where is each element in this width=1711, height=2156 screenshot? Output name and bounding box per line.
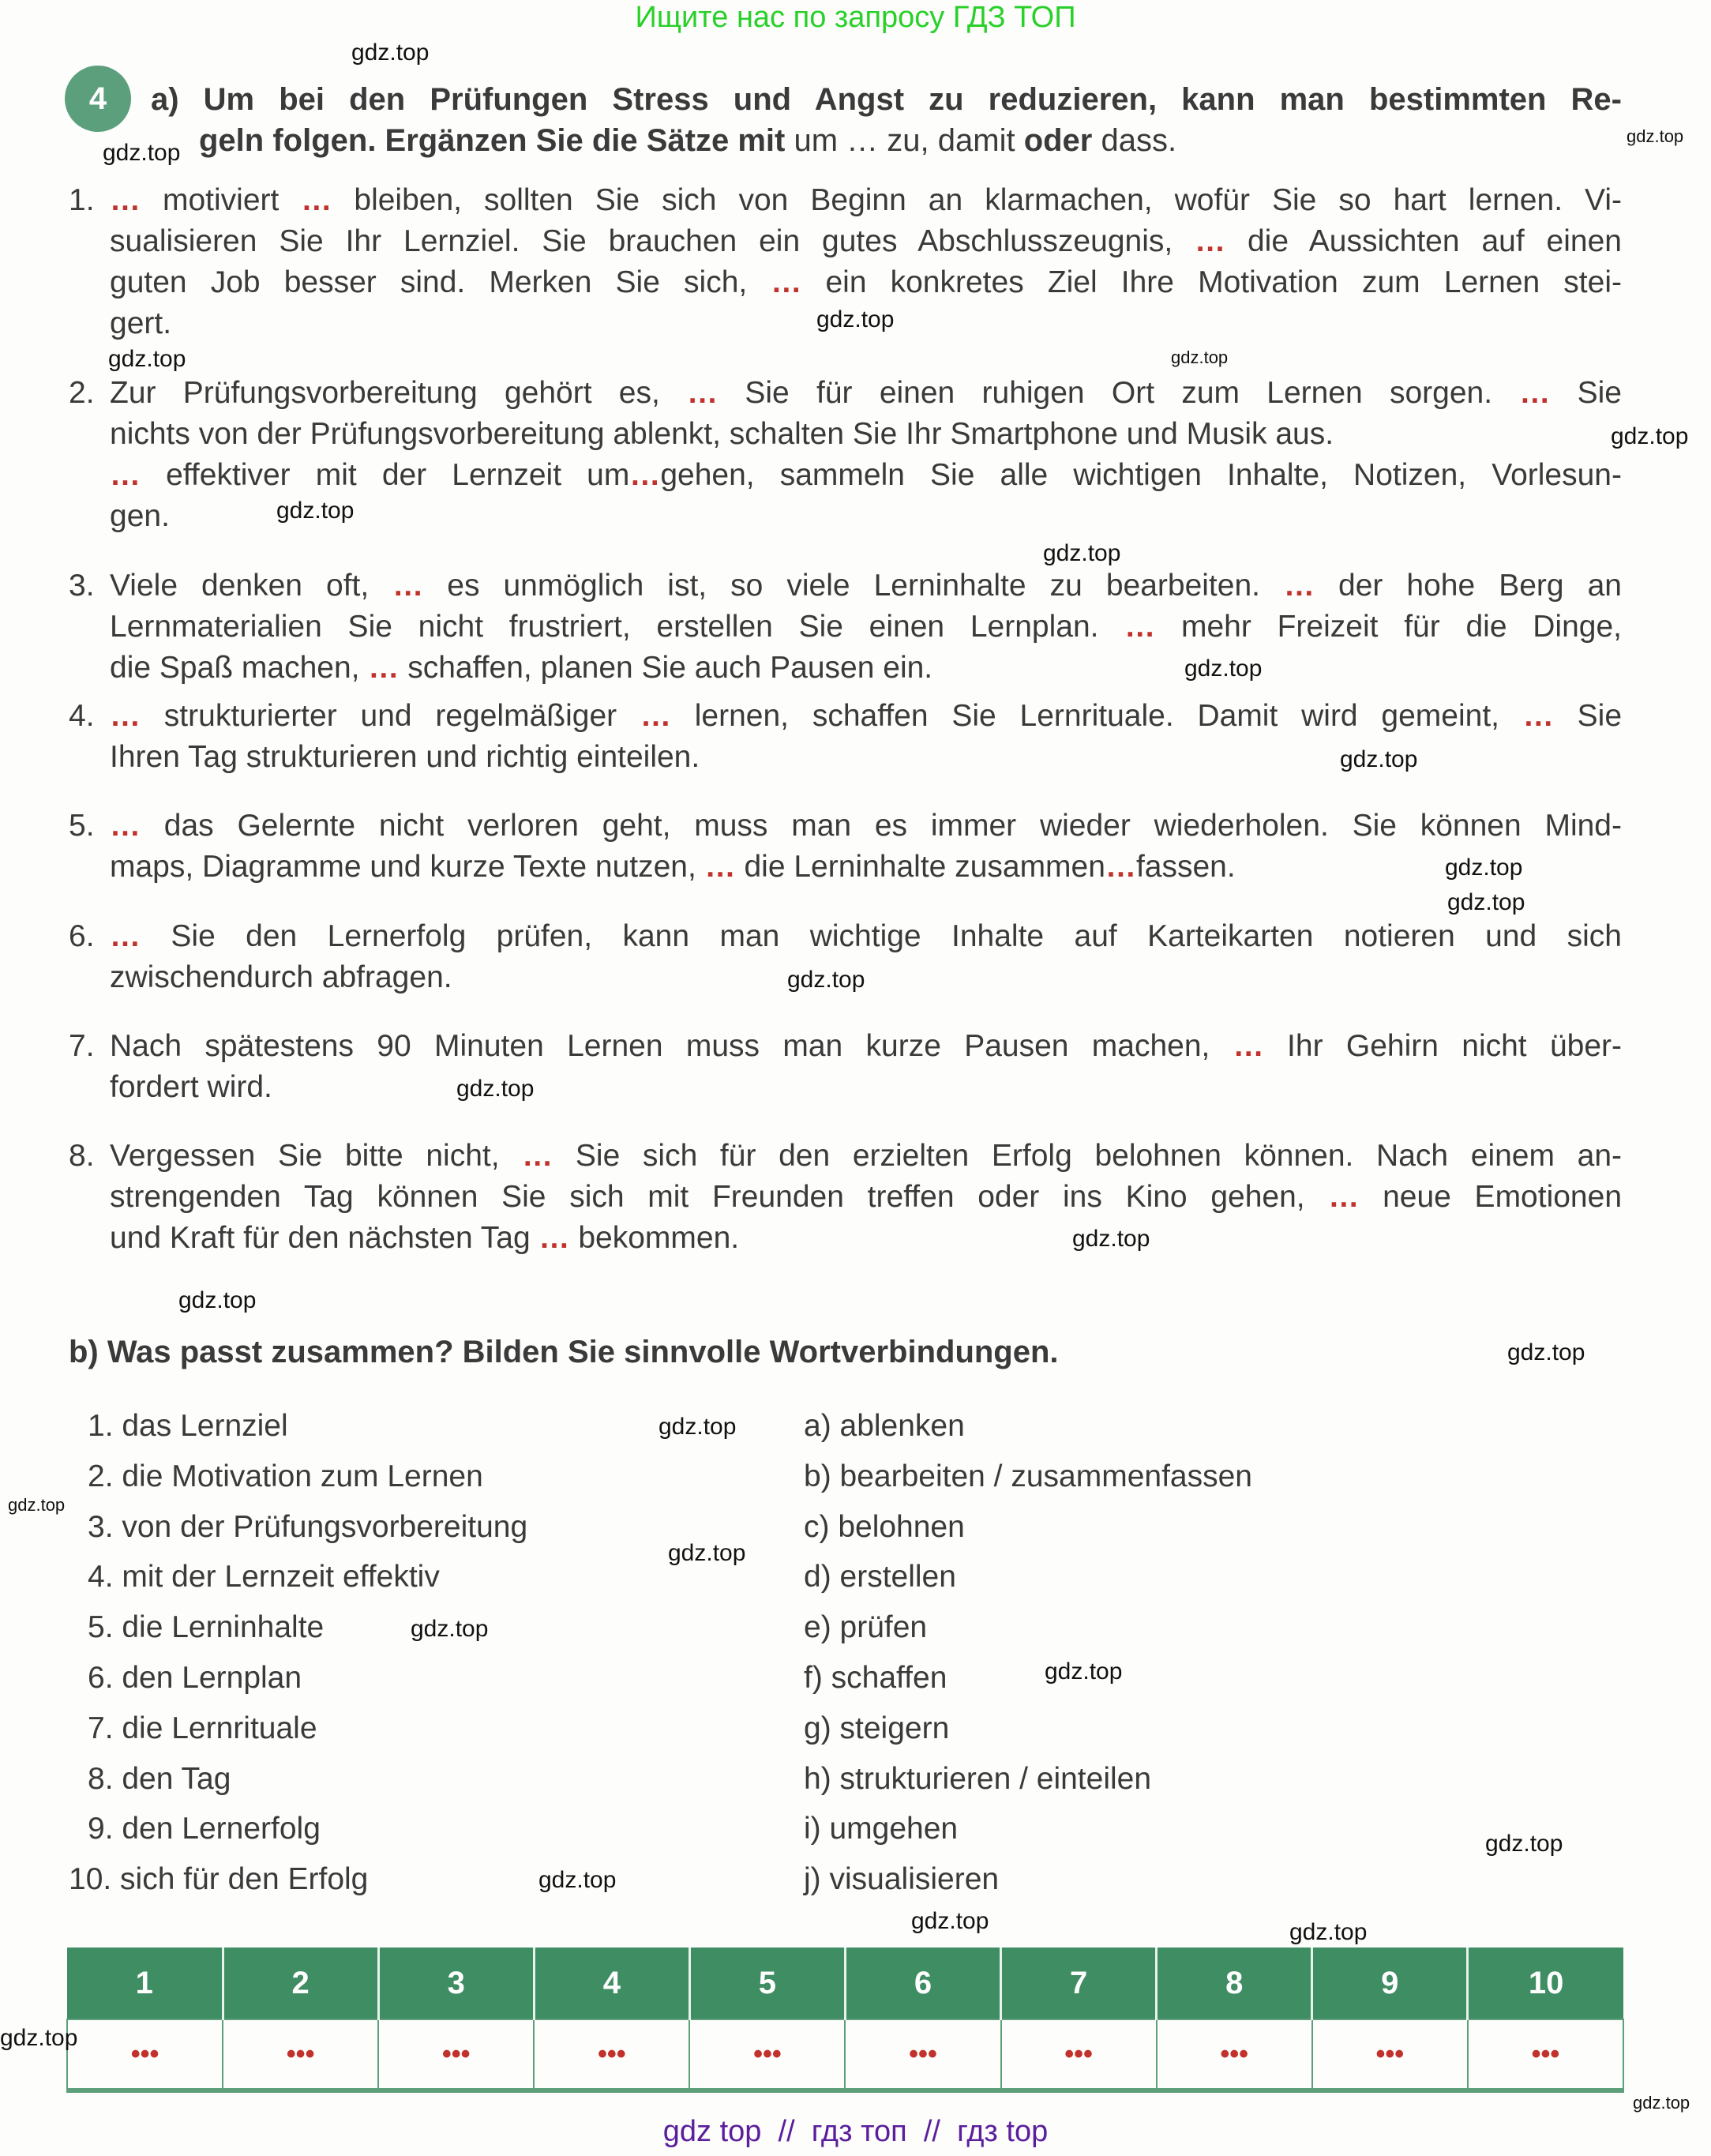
watermark-text: gdz.top [1043, 540, 1121, 566]
exercise-item [69, 1026, 1622, 1108]
match-right-item: d) erstellen [804, 1560, 956, 1594]
watermark-text: gdz.top [1340, 746, 1418, 772]
watermark-text: gdz.top [1045, 1658, 1123, 1685]
watermark-text: gdz.top [8, 1495, 66, 1515]
match-left-item: 6. den Lernplan [88, 1661, 302, 1695]
blank-placeholder: … [1233, 1029, 1264, 1063]
task-a-line2 [199, 120, 1176, 161]
task-b-heading: b) Was passt zusammen? Bilden Sie sinnvolle Wortverbindungen. [69, 1335, 1059, 1369]
watermark-text: gdz.top [108, 346, 186, 372]
item-number: 4. [69, 699, 95, 733]
blank-placeholder: … [1522, 699, 1554, 733]
match-left-item: 8. den Tag [88, 1761, 231, 1796]
blank-placeholder: … [110, 183, 141, 217]
blank-placeholder: … [1195, 224, 1226, 258]
footer-links: gdz top // гдз топ // гдз top [662, 2115, 1049, 2148]
answer-column-header: 9 [1312, 1948, 1468, 2019]
watermark-text: gdz.top [659, 1414, 737, 1440]
item-number: 5. [69, 809, 95, 843]
answer-column-header: 3 [378, 1948, 534, 2019]
item-line: Viele denken oft, … es unmöglich ist, so viele Lerninhalte zu bearbeiten. … der hohe Berg an [110, 569, 1622, 603]
item-line: … motiviert … bleiben, sollten Sie sich von Beginn an klarmachen, wofür Sie so hart lernen. Vi- [110, 183, 1622, 217]
option-dass: dass. [1092, 123, 1177, 158]
blank-placeholder: … [1105, 850, 1136, 884]
watermark-text: gdz.top [1184, 655, 1263, 682]
answer-column-header: 8 [1157, 1948, 1312, 2019]
answer-cell[interactable]: ••• [223, 2019, 378, 2090]
watermark-text: gdz.top [103, 140, 181, 166]
watermark-text: gdz.top [1633, 2093, 1690, 2113]
task-a-instruction: geln folgen. Ergänzen Sie die Sätze mit [199, 123, 786, 158]
watermark-text: gdz.top [276, 498, 355, 524]
match-left-item: 3. von der Prüfungsvorbereitung [88, 1509, 528, 1544]
blank-placeholder: … [1519, 376, 1551, 410]
blank-placeholder: … [1328, 1180, 1360, 1214]
item-line: maps, Diagramme und kurze Texte nutzen, … die Lerninhalte zusammen…fassen. [110, 850, 1236, 884]
item-number: 1. [69, 183, 95, 217]
watermark-text: gdz.top [0, 2025, 78, 2051]
answer-table [66, 1948, 1624, 2093]
blank-placeholder: … [301, 183, 332, 217]
item-line: … strukturierter und regelmäßiger … lernen, schaffen Sie Lernrituale. Damit wird gemeint, … Sie [110, 699, 1623, 733]
watermark-text: gdz.top [911, 1908, 989, 1934]
match-left-item: 5. die Lerninhalte [88, 1610, 325, 1645]
answer-column-header: 10 [1468, 1948, 1623, 2019]
item-line: Ihren Tag strukturieren und richtig einteilen. [110, 740, 700, 774]
blank-placeholder: … [771, 265, 802, 299]
watermark-text: gdz.top [1072, 1226, 1150, 1252]
watermark-text: gdz.top [1627, 126, 1684, 146]
blank-placeholder: … [110, 699, 141, 733]
search-banner: Ищите нас по запросу ГДЗ ТОП [635, 1, 1076, 34]
item-number: 3. [69, 569, 95, 603]
answer-column-header: 7 [1001, 1948, 1157, 2019]
answer-column-header: 1 [67, 1948, 223, 2019]
item-line: Nach spätestens 90 Minuten Lernen muss man kurze Pausen machen, … Ihr Gehirn nicht über- [110, 1029, 1622, 1063]
answer-column-header: 4 [534, 1948, 689, 2019]
blank-placeholder: … [538, 1221, 570, 1255]
answer-table-row [67, 2019, 1623, 2090]
watermark-text: gdz.top [787, 967, 865, 993]
watermark-text: gdz.top [1447, 889, 1525, 915]
item-line: sualisieren Sie Ihr Lernziel. Sie brauchen ein gutes Abschlusszeugnis, … die Aussichten auf einen [110, 224, 1622, 258]
item-line: die Spaß machen, … schaffen, planen Sie auch Pausen ein. [110, 651, 933, 685]
match-left-item: 7. die Lernrituale [88, 1711, 317, 1745]
item-number: 8. [69, 1139, 95, 1173]
match-right-item: e) prüfen [804, 1610, 928, 1645]
answer-cell[interactable]: ••• [1312, 2019, 1468, 2090]
watermark-text: gdz.top [411, 1616, 489, 1642]
item-line: gert. [110, 306, 172, 340]
match-left-item: 9. den Lernerfolg [88, 1812, 321, 1846]
watermark-text: gdz.top [668, 1540, 746, 1566]
blank-placeholder: … [640, 699, 671, 733]
option-um-zu-damit: um … zu, damit [785, 123, 1024, 158]
item-line: gen. [110, 499, 170, 533]
watermark-text: gdz.top [1171, 347, 1229, 367]
watermark-text: gdz.top [1611, 423, 1689, 449]
blank-placeholder: … [110, 809, 141, 843]
answer-cell[interactable]: ••• [534, 2019, 689, 2090]
exercise-item [69, 565, 1622, 689]
match-left-item: 1. das Lernziel [88, 1409, 288, 1443]
match-left-item: 10. sich für den Erfolg [69, 1862, 369, 1897]
answer-cell[interactable]: ••• [378, 2019, 534, 2090]
blank-placeholder: … [1284, 569, 1315, 603]
match-right-item: h) strukturieren / einteilen [804, 1761, 1152, 1796]
blank-placeholder: … [368, 651, 400, 685]
option-oder: oder [1023, 123, 1093, 158]
match-left-item: 4. mit der Lernzeit effektiv [88, 1560, 440, 1594]
watermark-text: gdz.top [1507, 1339, 1585, 1365]
watermark-text: gdz.top [538, 1867, 617, 1893]
answer-cell[interactable]: ••• [67, 2019, 223, 2090]
match-right-item: j) visualisieren [804, 1862, 1000, 1897]
match-right-item: b) bearbeiten / zusammenfassen [804, 1459, 1252, 1493]
task-a-line1: a) Um bei den Prüfungen Stress und Angst zu reduzieren, kann man bestimmten Re- [151, 82, 1622, 117]
item-line: und Kraft für den nächsten Tag … bekommen. [110, 1221, 740, 1255]
item-line: guten Job besser sind. Merken Sie sich, … ein konkretes Ziel Ihre Motivation zum Lernen stei- [110, 265, 1622, 299]
match-right-item: i) umgehen [804, 1812, 959, 1846]
item-line: … effektiver mit der Lernzeit um…gehen, sammeln Sie alle wichtigen Inhalte, Notizen, Vorlesun- [110, 458, 1622, 492]
answer-column-header: 2 [223, 1948, 378, 2019]
answer-cell[interactable]: ••• [1001, 2019, 1157, 2090]
item-line: Vergessen Sie bitte nicht, … Sie sich für den erzielten Erfolg belohnen können. Nach einem an- [110, 1139, 1622, 1173]
answer-cell[interactable]: ••• [1468, 2019, 1623, 2090]
blank-placeholder: … [687, 376, 719, 410]
watermark-text: gdz.top [351, 39, 430, 66]
blank-placeholder: … [629, 458, 661, 492]
item-number: 2. [69, 376, 95, 410]
item-line: Zur Prüfungsvorbereitung gehört es, … Sie für einen ruhigen Ort zum Lernen sorgen. … Sie [110, 376, 1623, 410]
blank-placeholder: … [110, 919, 141, 953]
watermark-text: gdz.top [1289, 1919, 1368, 1945]
exercise-item [69, 806, 1622, 888]
item-number: 6. [69, 919, 95, 953]
item-line: nichts von der Prüfungsvorbereitung ablenkt, schalten Sie Ihr Smartphone und Musik aus. [110, 417, 1334, 451]
answer-column-header: 6 [845, 1948, 1000, 2019]
blank-placeholder: … [704, 850, 736, 884]
exercise-number-badge: 4 [65, 66, 131, 132]
match-right-item: f) schaffen [804, 1661, 947, 1695]
item-number: 7. [69, 1029, 95, 1063]
answer-cell[interactable]: ••• [1157, 2019, 1312, 2090]
watermark-text: gdz.top [178, 1287, 257, 1313]
match-right-item: g) steigern [804, 1711, 950, 1745]
match-left-item: 2. die Motivation zum Lernen [88, 1459, 483, 1493]
item-line: fordert wird. [110, 1070, 272, 1104]
item-line: strengenden Tag können Sie sich mit Freunden treffen oder ins Kino gehen, … neue Emotionen [110, 1180, 1623, 1214]
exercise-item [69, 1136, 1622, 1259]
item-line: … Sie den Lernerfolg prüfen, kann man wichtige Inhalte auf Karteikarten notieren und sich [110, 919, 1622, 953]
answer-cell[interactable]: ••• [845, 2019, 1000, 2090]
match-right-item: a) ablenken [804, 1409, 965, 1443]
item-line: … das Gelernte nicht verloren geht, muss man es immer wieder wiederholen. Sie können Mind- [110, 809, 1622, 843]
watermark-text: gdz.top [1445, 855, 1523, 881]
blank-placeholder: … [110, 458, 141, 492]
answer-column-header: 5 [689, 1948, 845, 2019]
item-line: zwischendurch abfragen. [110, 960, 452, 994]
blank-placeholder: … [1124, 610, 1156, 644]
answer-table-header [67, 1948, 1623, 2019]
watermark-text: gdz.top [456, 1076, 535, 1102]
watermark-text: gdz.top [1485, 1831, 1563, 1857]
match-right-item: c) belohnen [804, 1509, 965, 1544]
item-line: Lernmaterialien Sie nicht frustriert, erstellen Sie einen Lernplan. … mehr Freizeit für die Dinge, [110, 610, 1623, 644]
watermark-text: gdz.top [816, 306, 895, 332]
blank-placeholder: … [522, 1139, 553, 1173]
blank-placeholder: … [392, 569, 424, 603]
answer-cell[interactable]: ••• [689, 2019, 845, 2090]
task-a-title [151, 79, 1622, 120]
